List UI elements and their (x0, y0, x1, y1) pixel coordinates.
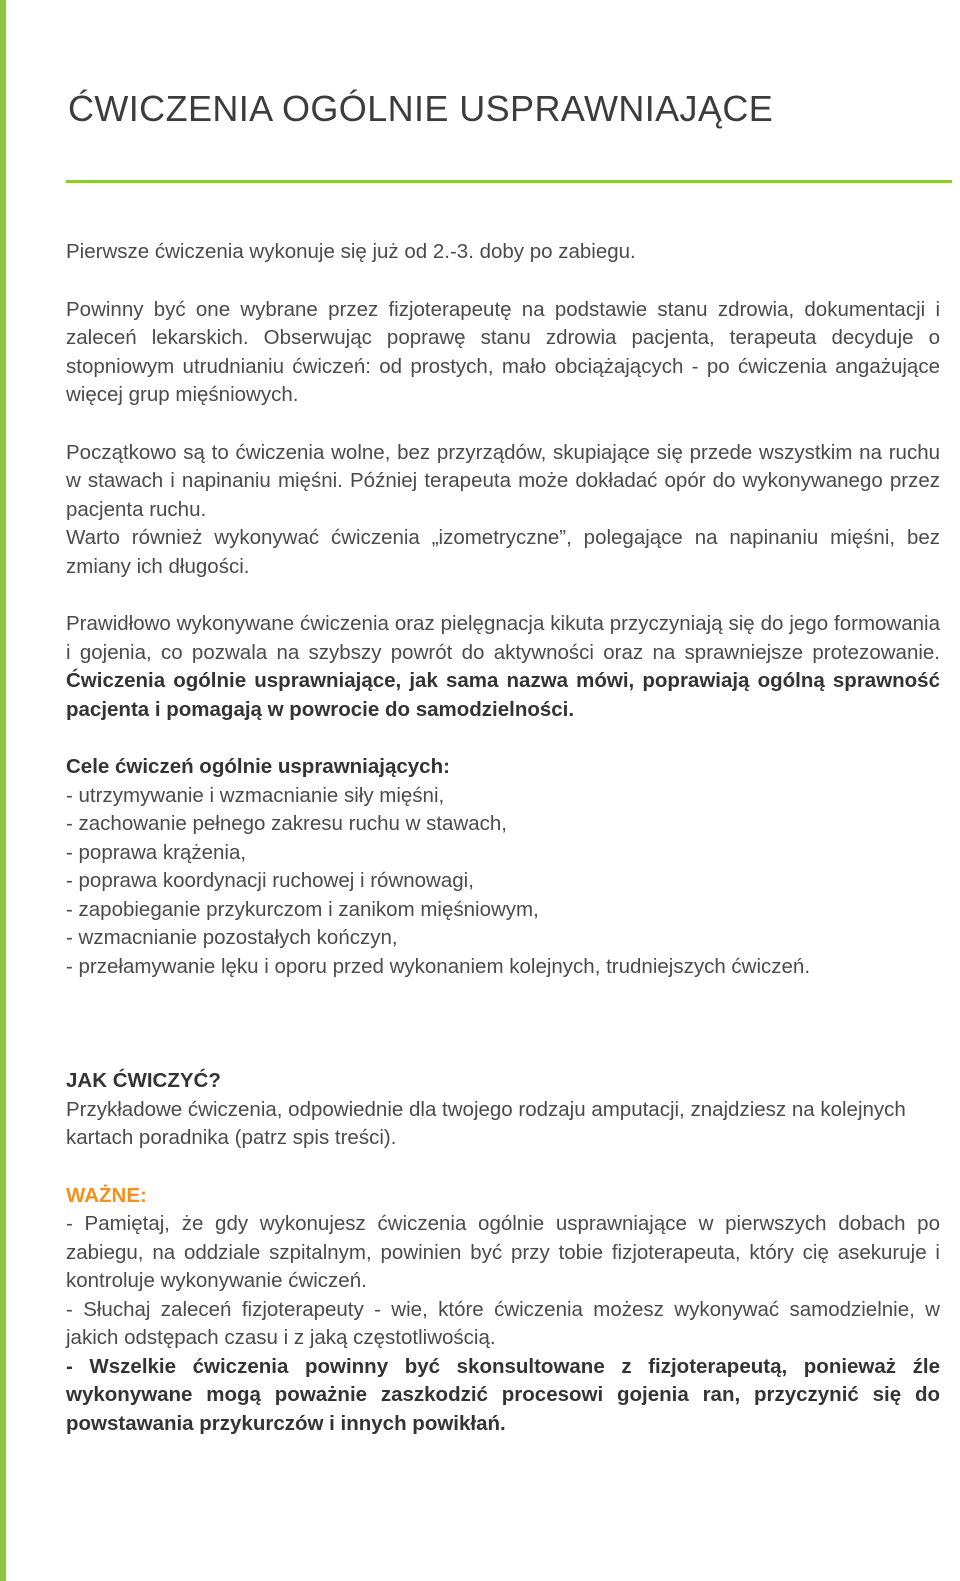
goals-heading: Cele ćwiczeń ogólnie usprawniających: (66, 755, 450, 778)
paragraph-4-bold: Ćwiczenia ogólnie usprawniające, jak sama nazwa mówi, poprawiają ogólną sprawność pacjenta i pomagają w powrocie do samodzielności. (66, 669, 940, 721)
how-heading: JAK ĆWICZYĆ? (66, 1069, 221, 1092)
list-item: - przełamywanie lęku i oporu przed wykonaniem kolejnych, trudniejszych ćwiczeń. (66, 954, 811, 978)
paragraph-3: Warto również wykonywać ćwiczenia „izometryczne”, polegające na napinaniu mięśni, bez zmiany ich długości. (66, 526, 940, 578)
paragraph-2: Początkowo są to ćwiczenia wolne, bez przyrządów, skupiające się przede wszystkim na ruchu w stawach i napinaniu mięśni. Później terapeuta może dokładać opór do wykonywanego przez pacjenta ruchu. (66, 440, 940, 521)
important-point-2: - Słuchaj zaleceń fizjoterapeuty - wie, które ćwiczenia możesz wykonywać samodzielnie, w jakich odstępach czasu i z jaką częstotliwością. (66, 1297, 940, 1349)
paragraph-1: Powinny być one wybrane przez fizjoterapeutę na podstawie stanu zdrowia, dokumentacji i zaleceń lekarskich. Obserwując poprawę stanu zdrowia pacjenta, terapeuta decyduje o stopniowym utrudnianiu ćwiczeń: od prostych, mało obciążających - po ćwiczenia angażujące więcej grup mięśniowych. (66, 297, 940, 406)
list-item: - zapobieganie przykurczom i zanikom mięśniowym, (66, 897, 539, 921)
document-body (66, 238, 940, 1438)
left-accent-bar (0, 0, 6, 1581)
goals-list (66, 782, 940, 982)
intro-paragraph: Pierwsze ćwiczenia wykonuje się już od 2.-3. doby po zabiegu. (66, 240, 636, 263)
important-point-1: - Pamiętaj, że gdy wykonujesz ćwiczenia ogólnie usprawniające w pierwszych dobach po zabiegu, na oddziale szpitalnym, powinien być przy tobie fizjoterapeuta, który cię asekuruje i kontroluje wykonywanie ćwiczeń. (66, 1212, 940, 1292)
title-divider (66, 180, 952, 183)
page-title: ĆWICZENIA OGÓLNIE USPRAWNIAJĄCE (68, 88, 774, 129)
how-text: Przykładowe ćwiczenia, odpowiednie dla twojego rodzaju amputacji, znajdziesz na kolejnych kartach poradnika (patrz spis treści). (66, 1097, 906, 1149)
list-item: - utrzymywanie i wzmacnianie siły mięśni, (66, 783, 445, 807)
paragraph-4 (66, 610, 940, 724)
list-item: - poprawa koordynacji ruchowej i równowagi, (66, 869, 474, 892)
list-item: - zachowanie pełnego zakresu ruchu w stawach, (66, 812, 507, 835)
important-heading: WAŻNE: (66, 1183, 147, 1207)
important-point-3: - Wszelkie ćwiczenia powinny być skonsultowane z fizjoterapeutą, ponieważ źle wykonywane mogą poważnie zaszkodzić procesowi gojenia ran, przyczynić się do powstawania przykurczów i innych powikłań. (66, 1354, 940, 1435)
list-item: - poprawa krążenia, (66, 840, 247, 864)
paragraph-4-regular: Prawidłowo wykonywane ćwiczenia oraz pielęgnacja kikuta przyczyniają się do jego formowania i gojenia, co pozwala na szybszy powrót do aktywności oraz na sprawniejsze protezowanie. (66, 612, 940, 664)
list-item: - wzmacnianie pozostałych kończyn, (66, 926, 398, 949)
